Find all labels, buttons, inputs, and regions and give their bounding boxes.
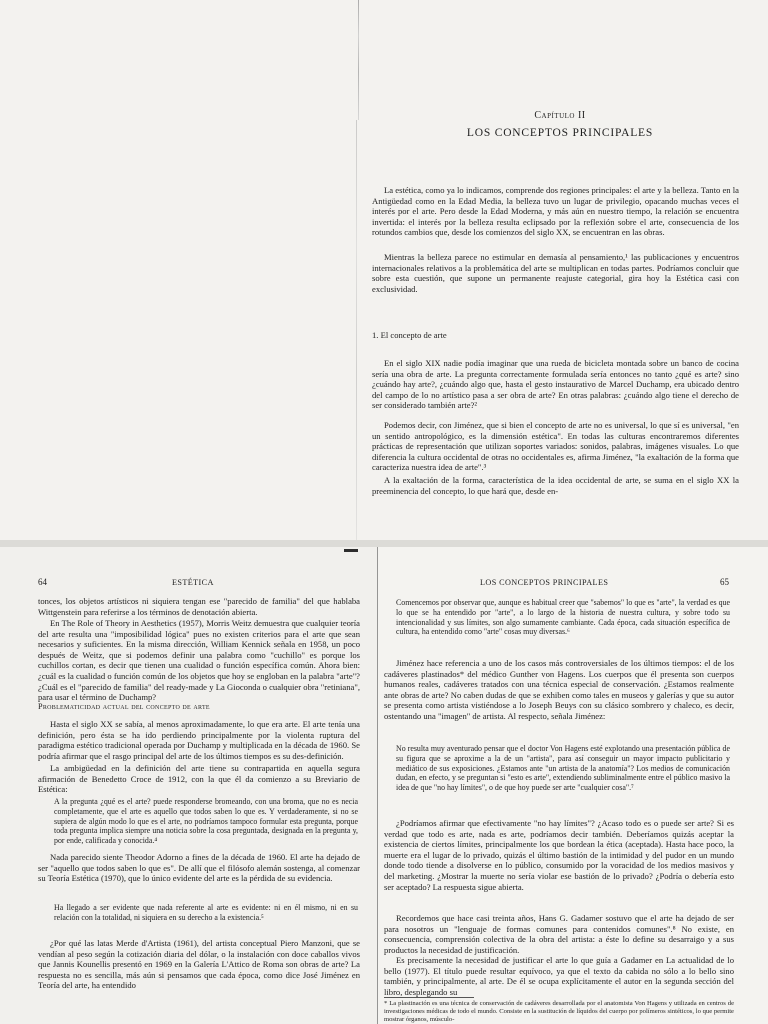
left-section-heading: Problematicidad actual del concepto de arte <box>38 702 210 711</box>
right-quote-jimenez-1: Comencemos por observar que, aunque es habitual creer que "sabemos" lo que es "arte", la verdad es que lo que se ha entendido por "arte", a lo largo de la historia de nuestra cultura, y sobre todo su intencionalidad y sus límites, son algo sumamente cambiante. Cada época, cada situación específica de cultura, ha entendido como "arte" cosas muy diversas.⁶ <box>396 598 730 637</box>
spine-mark <box>344 549 358 552</box>
left-paragraph-3: Hasta el siglo XX se sabía, al menos aproximadamente, lo que era arte. El arte tenía una definición, pero ésta se ha ido perdiendo principalmente por la violenta ruptura del paradigma estético tradicional operada por Duchamp y multiplicada en la década de 1960. Se podría afirmar que el rasgo principal del arte de los últimos tiempos es su des-definición. <box>38 719 360 761</box>
left-quote-croce: A la pregunta ¿qué es el arte? puede responderse bromeando, con una broma, que no es necia completamente, que el arte es aquello que todos saben lo que es. Y verdaderamente, si no se supiera de algún modo lo que es el arte, no podríamos tampoco formular esta pregunta, porque toda pregunta implica siempre una noticia sobre la cosa preguntada, designada en la pregunta y, por ende, calificada y conocida.⁴ <box>54 797 358 846</box>
right-paragraph-2: ¿Podríamos afirmar que efectivamente "no hay límites"? ¿Acaso todo es o puede ser arte? Si es verdad que todo es arte, nada es arte, podríamos decir también. Deberíamos quizás aceptar la existencia de ciertos límites, principalmente los que bordean la ética (aceptada). Hasta hace poco, la muerte era el lugar de lo privado, quizás el último bastión de la intimidad y del pudor en un mundo donde todo tiende a disolverse en lo público, consumido por la voracidad de los medios masivos y del marketing. ¿Mostrar la muerte no sería violar ese bastión de lo privado? ¿Podría o debería esto ser aceptado? La respuesta sigue abierta. <box>384 818 734 892</box>
left-paragraph-6: ¿Por qué las latas Merde d'Artista (1961), del artista conceptual Piero Manzoni, que se vendían al peso según la cotización diaria del dólar, o la instalación con doce caballos vivos que Jannis Kounellis presentó en 1969 en la Galería L'Attico de Roma son obras de arte? La respuesta no es sencilla, más aún si pensamos que cada época, como dice José Jiménez en Teoría del arte, ha entendido <box>38 938 360 991</box>
intro-paragraph-2: Mientras la belleza parece no estimular en demasía al pensamiento,¹ las publicaciones y encuentros internacionales relativos a la problemática del arte se multiplican en todas partes. Podríamos concluir que sobre esta cuestión, que supone un permanente reajuste categorial, gira hoy la Estética casi con exclusividad. <box>372 252 739 294</box>
section1-paragraph-3: A la exaltación de la forma, característica de la idea occidental de arte, se suma en el siglo XX la preeminencia del concepto, lo que hará que, desde en- <box>372 475 739 496</box>
top-fold-line-lower <box>356 120 357 540</box>
page-number-left: 64 <box>38 577 47 587</box>
left-paragraph-4: La ambigüedad en la definición del arte tiene su contrapartida en aquella segura afirmación de Benedetto Croce de 1912, con la que él da comienzo a su Breviario de Estética: <box>38 763 360 795</box>
running-head-left: ESTÉTICA <box>172 578 214 587</box>
right-quote-jimenez-2: No resulta muy aventurado pensar que el doctor Von Hagens esté explotando una presentación pública de su figura que se aproxime a la de un "artista", para así conseguir un mayor impacto publicitario y mediático de sus exposiciones. ¿Estamos ante "un artista de la anatomía"? Los medios de comunicación dudan, en efecto, y se preguntan si "esto es arte", extendiendo subliminalmente entre el público masivo la idea de que "no hay límites", o de que hoy puede ser arte "cualquier cosa".⁷ <box>396 744 730 793</box>
intro-paragraph-1: La estética, como ya lo indicamos, comprende dos regiones principales: el arte y la belleza. Tanto en la Antigüedad como en la Edad Media, la belleza tuvo un lugar de privilegio, opacando muchas veces el interés por el arte. Pero desde la Edad Moderna, y más aún en nuestro tiempo, la relación se encuentra invertida: el interés por la belleza resulta eclipsado por la reflexión sobre el arte, consecuencia de los rotundos cambios que, desde los comienzos del siglo XX, se encuentran en las obras. <box>372 185 739 238</box>
right-paragraph-4: Es precisamente la necesidad de justificar el arte lo que guía a Gadamer en La actualidad de lo bello (1977). El título puede resultar equívoco, ya que el texto da cabida no sólo a lo bello sino también, y principalmente, al arte. De él se ocupa explícitamente el autor en la segunda sección del libro, desplegando su <box>384 955 734 997</box>
section1-paragraph-2: Podemos decir, con Jiménez, que si bien el concepto de arte no es universal, lo que sí es universal, "en un sentido antropológico, es la dimensión estética". En todas las culturas encontraremos diferentes prácticas de representación que utilizan soportes variados: sonidos, palabras, imágenes visuales. Lo que diferencia la cultura occidental de otras no occidentales es, afirma Jiménez, "la exaltación de la forma que caracteriza nuestra idea de arte".³ <box>372 420 739 473</box>
right-footnote: * La plastinación es una técnica de conservación de cadáveres desarrollada por el anatomista Von Hagens y utilizada en centros de investigaciones médicas de todo el mundo. Consiste en la sustitución de líquidos del cuerpo por polímeros sintéticos, lo que permite mostrar órganos, músculo- <box>384 1000 734 1023</box>
section-heading-concepto-de-arte: 1. El concepto de arte <box>372 330 447 340</box>
right-paragraph-3: Recordemos que hace casi treinta años, Hans G. Gadamer sostuvo que el arte ha dejado de ser para nosotros un "lenguaje de formas comunes para contenidos comunes".⁸ No existe, en consecuencia, comprensión colectiva de la obra del artista: a éste lo define su desarraigo y a sus productos la necesidad de justificación. <box>384 913 734 955</box>
top-fold-line <box>358 0 359 120</box>
page-number-right: 65 <box>720 577 729 587</box>
section1-paragraph-1: En el siglo XIX nadie podía imaginar que una rueda de bicicleta montada sobre un banco de cocina sería una obra de arte. La pregunta correctamente formulada sería entonces no tanto ¿qué es arte? sino ¿cuándo hay arte?, ¿cuándo algo que, hasta el gesto instaurativo de Marcel Duchamp, era ubicado dentro del campo de lo no artístico pasa a ser obra de arte? En otras palabras: ¿cuándo algo tiene el derecho de ser considerado también arte?² <box>372 358 739 411</box>
running-head-right: LOS CONCEPTOS PRINCIPALES <box>480 578 609 587</box>
chapter-label: Capítulo II <box>534 110 586 121</box>
left-paragraph-1: tonces, los objetos artísticos ni siquiera tengan ese "parecido de familia" del que hablaba Wittgenstein para referirse a los términos de denotación abierta. <box>38 596 360 617</box>
left-quote-adorno: Ha llegado a ser evidente que nada referente al arte es evidente: ni en él mismo, ni en su relación con la totalidad, ni siquiera en su derecho a la existencia.⁵ <box>54 903 358 922</box>
right-paragraph-1: Jiménez hace referencia a uno de los casos más controversiales de los últimos tiempos: el de los cadáveres plastinados* del médico Gunther von Hagens. Los cuerpos que él presenta son cuerpos humanos reales, cadáveres tratados con una técnica especial de conservación. ¿Estamos realmente ante obras de arte? No caben dudas de que se exhiben como tales en museos y galerías y que su autor se presenta como artista vistiéndose a lo Joseph Beuys con su clásico sombrero y chaleco, es decir, ostentando una "imagen" de artista. Al respecto, señala Jiménez: <box>384 658 734 721</box>
left-paragraph-2: En The Role of Theory in Aesthetics (1957), Morris Weitz demuestra que cualquier teoría del arte resulta una "imposibilidad lógica" pues no existen criterios para el arte que sean necesarios y suficientes. En la misma dirección, William Kennick señala en 1958, un poco después de Weitz, que si podemos definir una palabra como "cuchillo" es porque los cuchillos cortan, es decir que tienen una cualidad o función específica común. Ahora bien: ¿cuál es la cualidad o función común de los objetos que hoy se engloban en la palabra "arte"? ¿Cuál es el "parecido de familia" del ready-made y La Gioconda o cualquier obra "retiniana", para usar el término de Duchamp? <box>38 618 360 703</box>
spine-fold-line <box>377 547 378 1024</box>
chapter-title: LOS CONCEPTOS PRINCIPALES <box>466 127 654 139</box>
footnote-rule <box>384 997 474 998</box>
page-seam <box>0 540 768 547</box>
left-paragraph-5: Nada parecido siente Theodor Adorno a fines de la década de 1960. El arte ha dejado de ser "aquello que todos saben lo que es". De allí que el filósofo alemán sostenga, al comenzar su Teoría Estética (1970), que lo único evidente del arte es la pérdida de su evidencia. <box>38 852 360 884</box>
